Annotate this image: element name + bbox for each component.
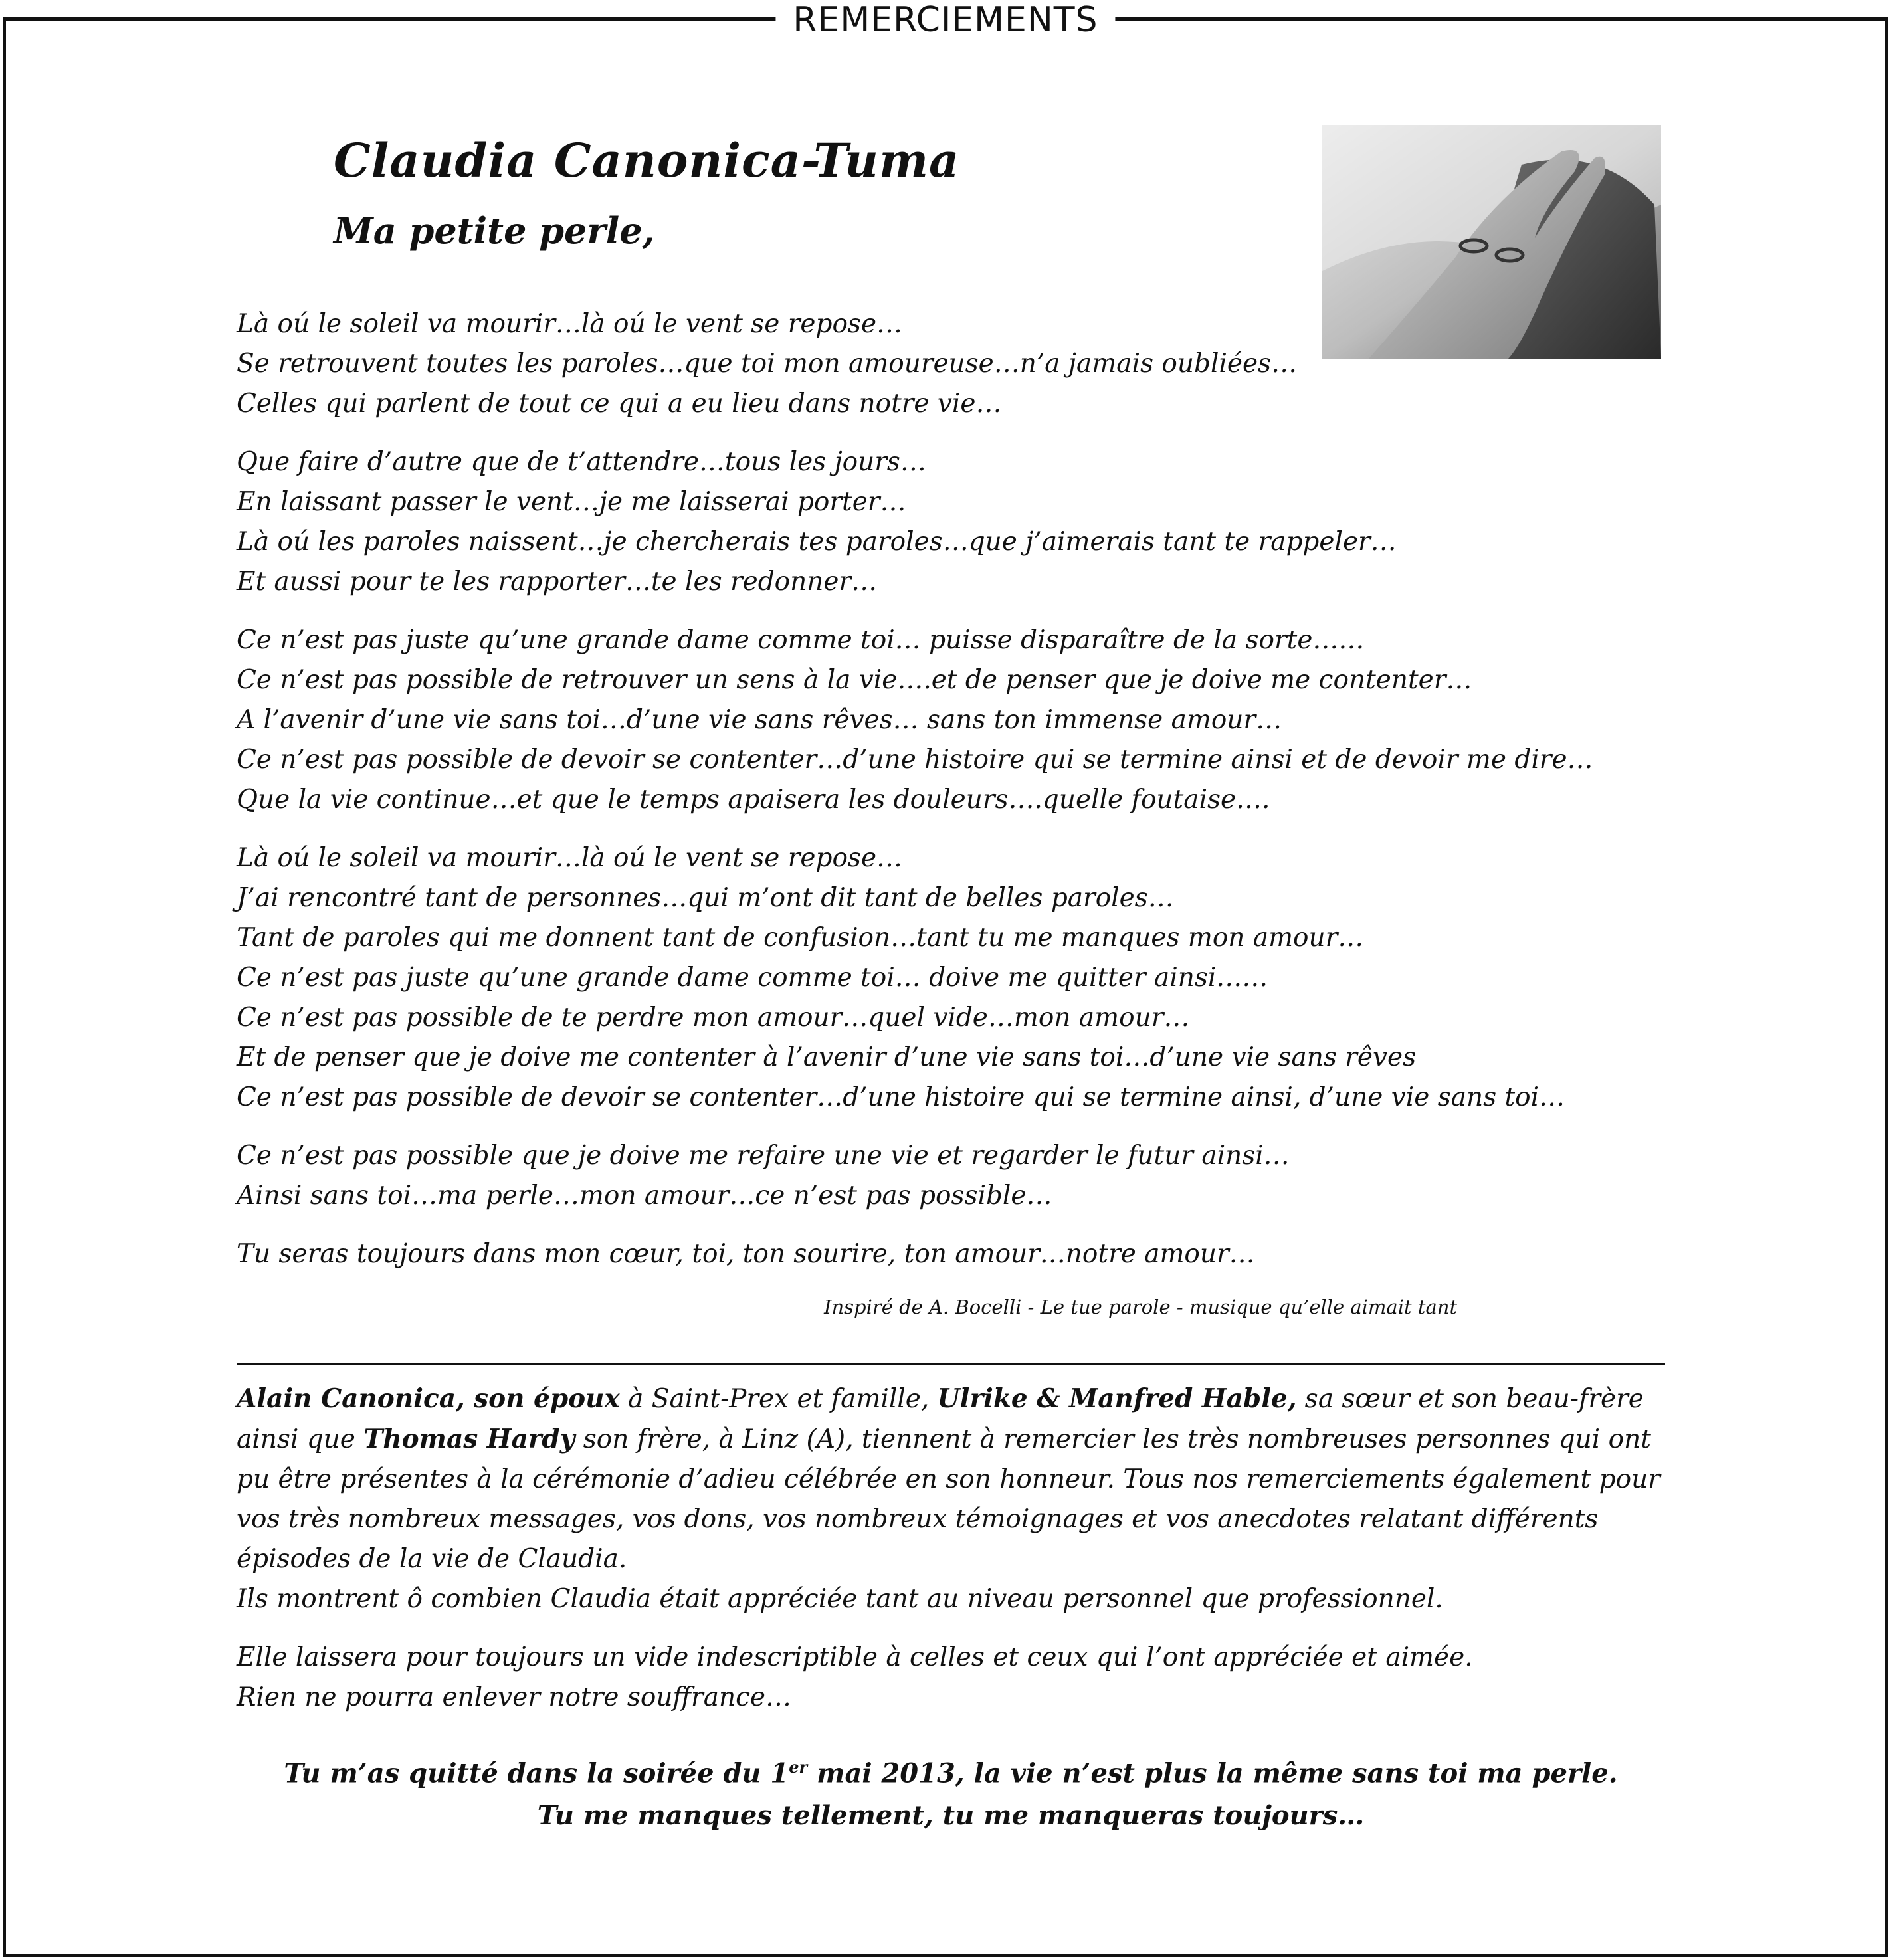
closing-text: Tu m’as quitté dans la soirée du 1 bbox=[284, 1757, 789, 1789]
thanks-text: son frère, à Linz (A), tiennent à remercier les très nombreuses personnes qui ont bbox=[575, 1424, 1651, 1454]
thanks-text: pu être présentes à la cérémonie d’adieu célébrée en son honneur. Tous nos remerciements également pour bbox=[237, 1464, 1660, 1494]
poem-line: En laissant passer le vent…je me laisserai porter… bbox=[237, 487, 906, 517]
deceased-name: Claudia Canonica-Tuma bbox=[334, 133, 960, 188]
sister-names: Ulrike & Manfred Hable, bbox=[937, 1383, 1297, 1414]
poem-line: Ce n’est pas juste qu’une grande dame comme toi… doive me quitter ainsi…… bbox=[237, 963, 1268, 993]
section-title: REMERCIEMENTS bbox=[775, 0, 1115, 40]
poem-line: Là oú les paroles naissent…je chercherais tes paroles…que j’aimerais tant te rappeler… bbox=[237, 527, 1397, 557]
thanks-section bbox=[237, 1379, 1678, 1736]
thanks-text: vos très nombreux messages, vos dons, vos nombreux témoignages et vos anecdotes relatant différents bbox=[237, 1504, 1599, 1534]
poem-line: Là oú le soleil va mourir…là oú le vent se repose… bbox=[237, 309, 903, 339]
closing-text: mai 2013, la vie n’est plus la même sans toi ma perle. bbox=[807, 1757, 1618, 1789]
thanks-text: à Saint-Prex et famille, bbox=[619, 1384, 938, 1414]
poem-line: Que faire d’autre que de t’attendre…tous les jours… bbox=[237, 447, 926, 477]
divider bbox=[237, 1363, 1665, 1365]
poem-stanza bbox=[237, 1234, 1665, 1274]
poem bbox=[237, 304, 1665, 1293]
poem-line: Ce n’est pas possible de retrouver un sens à la vie….et de penser que je doive me contenter… bbox=[237, 665, 1472, 695]
poem-line: Ce n’est pas possible de devoir se contenter…d’une histoire qui se termine ainsi, d’une vie sans toi… bbox=[237, 1082, 1565, 1112]
poem-stanza bbox=[237, 838, 1665, 1118]
poem-line: J’ai rencontré tant de personnes…qui m’ont dit tant de belles paroles… bbox=[237, 883, 1174, 913]
greeting: Ma petite perle, bbox=[334, 209, 655, 252]
poem-line: Ce n’est pas possible que je doive me refaire une vie et regarder le futur ainsi… bbox=[237, 1141, 1290, 1171]
spouse-name: Alain Canonica, son époux bbox=[237, 1383, 620, 1414]
thanks-text: Rien ne pourra enlever notre souffrance… bbox=[237, 1682, 791, 1712]
brother-name: Thomas Hardy bbox=[363, 1424, 575, 1454]
poem-stanza bbox=[237, 621, 1665, 820]
poem-line: Ce n’est pas possible de te perdre mon amour…quel vide…mon amour… bbox=[237, 1003, 1190, 1032]
poem-line: Tant de paroles qui me donnent tant de confusion…tant tu me manques mon amour… bbox=[237, 923, 1364, 953]
closing-line: Tu me manques tellement, tu me manqueras toujours… bbox=[537, 1800, 1365, 1832]
poem-line: Là oú le soleil va mourir…là oú le vent se repose… bbox=[237, 843, 903, 873]
thanks-text: sa sœur et son beau-frère bbox=[1296, 1384, 1644, 1414]
poem-line: Se retrouvent toutes les paroles…que toi mon amoureuse…n’a jamais oubliées… bbox=[237, 349, 1298, 379]
poem-stanza bbox=[237, 304, 1665, 424]
thanks-text: ainsi que bbox=[237, 1424, 364, 1454]
poem-attribution: Inspiré de A. Bocelli - Le tue parole - musique qu’elle aimait tant bbox=[824, 1296, 1458, 1318]
poem-line: Tu seras toujours dans mon cœur, toi, ton sourire, ton amour…notre amour… bbox=[237, 1239, 1255, 1269]
thanks-text: épisodes de la vie de Claudia. bbox=[237, 1544, 627, 1574]
poem-stanza bbox=[237, 1136, 1665, 1216]
closing-line bbox=[237, 1746, 1665, 1795]
thanks-text: Ils montrent ô combien Claudia était appréciée tant au niveau personnel que professionnel. bbox=[237, 1584, 1443, 1614]
ordinal-suffix: er bbox=[789, 1757, 808, 1777]
thanks-paragraph bbox=[237, 1379, 1678, 1619]
poem-line: Celles qui parlent de tout ce qui a eu lieu dans notre vie… bbox=[237, 389, 1002, 419]
poem-stanza bbox=[237, 442, 1665, 602]
poem-line: Ce n’est pas juste qu’une grande dame comme toi… puisse disparaître de la sorte…… bbox=[237, 625, 1365, 655]
poem-line: Et de penser que je doive me contenter à l’avenir d’une vie sans toi…d’une vie sans rêves bbox=[237, 1042, 1417, 1072]
poem-line: Et aussi pour te les rapporter…te les redonner… bbox=[237, 567, 878, 597]
poem-line: Ainsi sans toi…ma perle…mon amour…ce n’est pas possible… bbox=[237, 1181, 1052, 1211]
closing-message bbox=[237, 1746, 1665, 1837]
thanks-text: Elle laissera pour toujours un vide indescriptible à celles et ceux qui l’ont appréciée et aimée. bbox=[237, 1642, 1473, 1672]
poem-line: Que la vie continue…et que le temps apaisera les douleurs….quelle foutaise…. bbox=[237, 785, 1270, 815]
thanks-paragraph bbox=[237, 1638, 1678, 1717]
poem-line: A l’avenir d’une vie sans toi…d’une vie sans rêves… sans ton immense amour… bbox=[237, 705, 1282, 735]
poem-line: Ce n’est pas possible de devoir se contenter…d’une histoire qui se termine ainsi et de devoir me dire… bbox=[237, 745, 1593, 775]
